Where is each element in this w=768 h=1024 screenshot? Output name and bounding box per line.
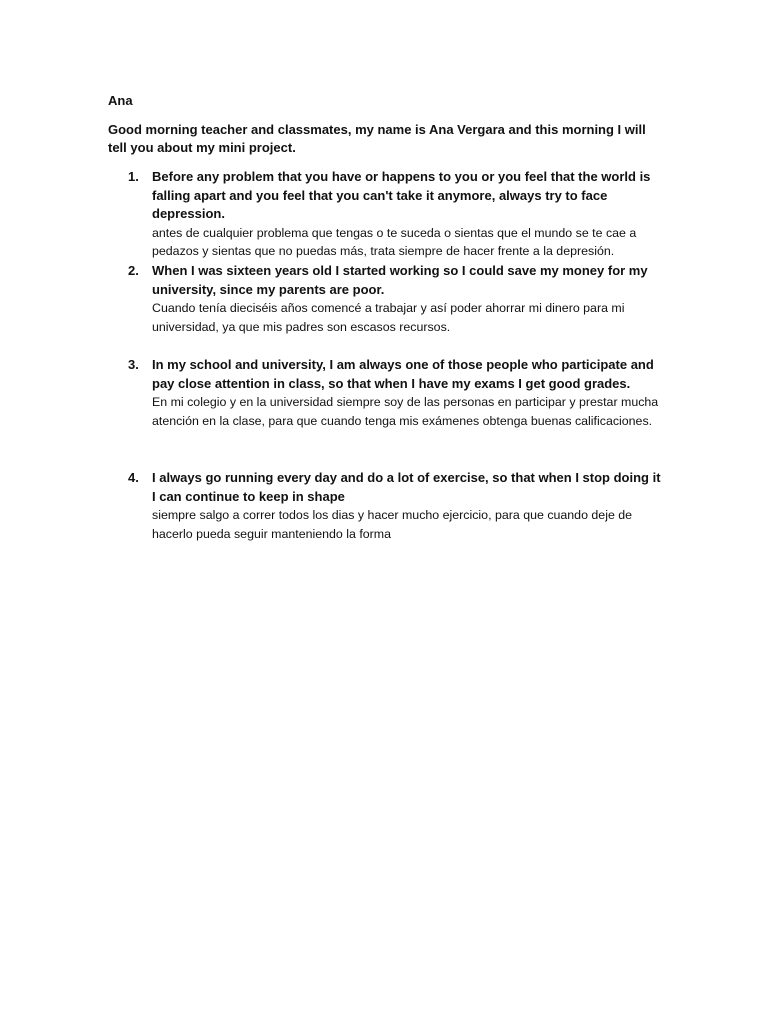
list-item-number: 2. — [128, 263, 139, 278]
list-item-number: 1. — [128, 169, 139, 184]
list-item-english: In my school and university, I am always one of those people who participate and pay close attention in class, so that when I have my exams I get good grades. — [152, 357, 654, 391]
intro-paragraph: Good morning teacher and classmates, my name is Ana Vergara and this morning I will tell you about my mini project. — [108, 122, 646, 155]
list-item-english: I always go running every day and do a lot of exercise, so that when I stop doing it I can continue to keep in shape — [152, 470, 661, 504]
list-item-spanish: antes de cualquier problema que tengas o te suceda o sientas que el mundo se te cae a pedazos y sientas que no puedas más, trata siempre de hacer frente a la depresión. — [152, 225, 637, 258]
list-item-body — [152, 168, 662, 261]
list-item-spanish: Cuando tenía dieciséis años comencé a trabajar y así poder ahorrar mi dinero para mi universidad, ya que mis padres son escasos recursos. — [152, 301, 625, 334]
list-item-body — [152, 356, 662, 430]
list-item-number: 4. — [128, 470, 139, 485]
list-item-number: 3. — [128, 357, 139, 372]
list-item-spanish: En mi colegio y en la universidad siempre soy de las personas en participar y prestar mucha atención en la clase, para que cuando tenga mis exámenes obtenga buenas calificaciones. — [152, 395, 659, 428]
list-item-english: When I was sixteen years old I started working so I could save my money for my university, since my parents are poor. — [152, 263, 648, 297]
list-item-body — [152, 262, 662, 336]
list-item-body — [152, 469, 662, 543]
author-name: Ana — [108, 93, 133, 108]
list-item-english: Before any problem that you have or happens to you or you feel that the world is falling apart and you feel that you can't take it anymore, always try to face depression. — [152, 169, 651, 221]
list-item-spanish: siempre salgo a correr todos los dias y hacer mucho ejercicio, para que cuando deje de hacerlo pueda seguir manteniendo la forma — [152, 508, 633, 541]
